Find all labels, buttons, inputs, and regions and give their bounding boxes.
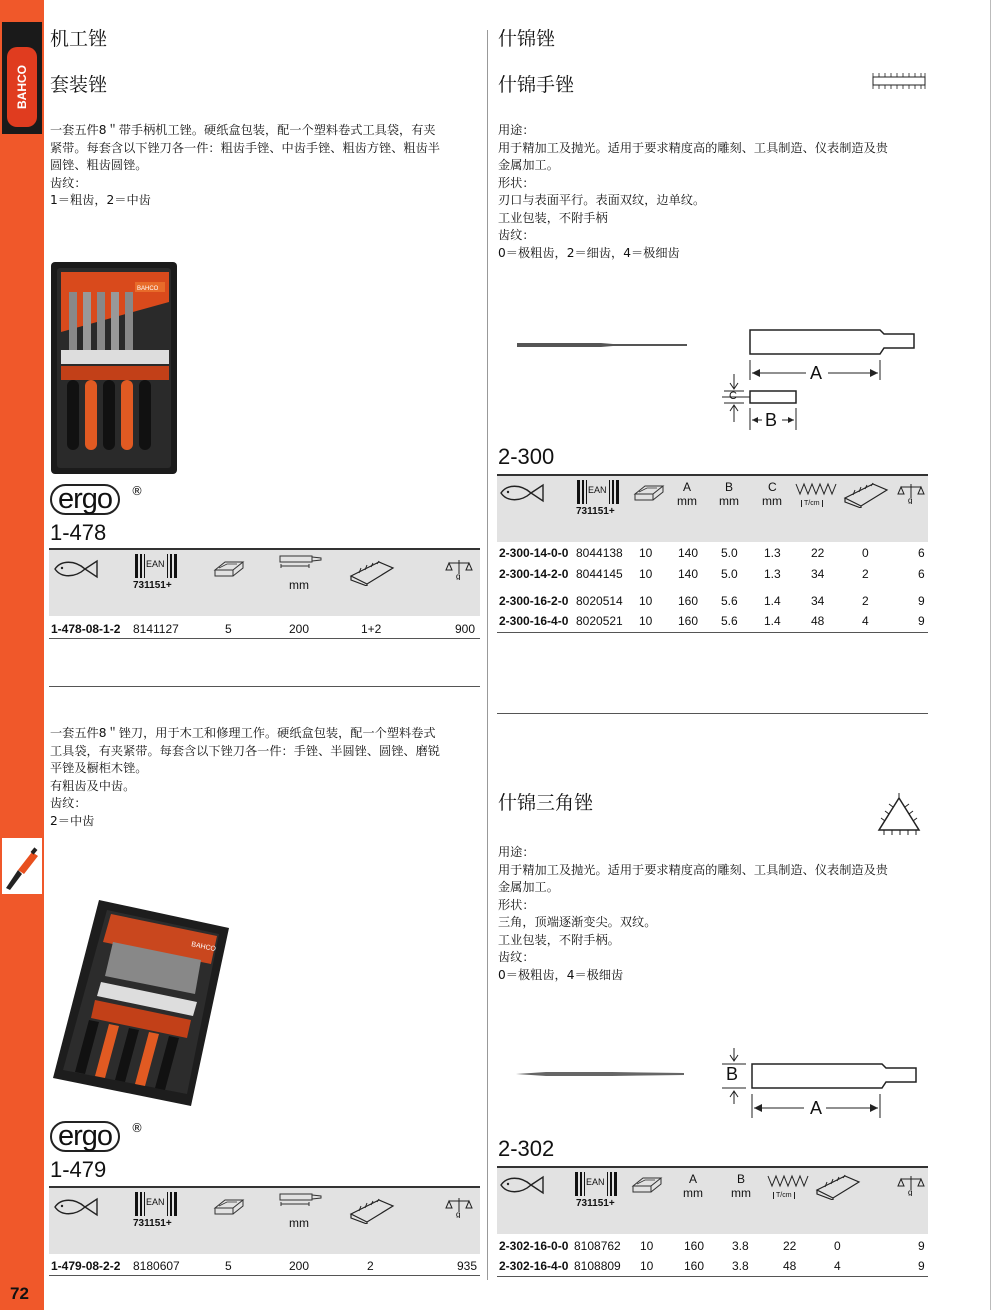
description-line: 1＝粗齿，2＝中齿 [50,193,151,207]
teeth-value: 34 [811,567,825,581]
table-row [497,610,928,632]
ean-barcode-icon [577,480,619,504]
article-number: 2-300-14-0-0 [499,546,569,560]
length-value: 200 [289,1259,310,1273]
ean-code: 8044138 [576,546,623,560]
description-line: 齿纹： [50,796,87,810]
svg-text:BAHCO: BAHCO [137,286,159,292]
teeth-value: 22 [811,546,825,560]
fish-icon [53,558,99,580]
ean-label: EAN [146,559,165,569]
ean-code: 8108762 [574,1239,621,1253]
c-value: 1.3 [764,567,781,581]
ean-code: 8044145 [576,567,623,581]
svg-text:g: g [908,496,913,504]
pack-quantity-icon [633,482,665,504]
registered-mark: ® [131,1121,143,1135]
file-length-icon [279,554,323,570]
ean-code: 8020521 [576,614,623,628]
b-value: 5.0 [721,546,738,560]
teeth-value: 34 [811,594,825,608]
column-c-header: C [768,480,777,494]
description-line: 用途： [498,123,535,137]
pack-quantity-icon [631,1174,663,1196]
file-length-icon [279,1192,323,1208]
section-description [498,122,888,262]
table-row [497,563,928,585]
description-line: 刃口与表面平行。表面双纹，边单纹。 [498,193,706,207]
description-line: 齿纹： [50,175,87,190]
product-code: 2-302 [498,1136,555,1161]
cut-value: 4 [862,614,869,628]
column-a-header: A [689,1172,698,1186]
ean-barcode-icon [135,1192,177,1216]
description-line: 圆锉、粗齿圆锉。 [50,158,148,172]
description-line: 用途： [498,845,535,859]
description-line: 齿纹： [498,950,535,964]
section-description [498,844,888,984]
table-top-rule [49,548,480,550]
product-photo-triangle-needle-file [516,1069,686,1079]
dimension-diagram [718,326,922,434]
file-thumbnail-icon [2,838,42,894]
ean-code: 8180607 [133,1259,180,1273]
section-description [50,122,440,210]
product-photo-needle-file [517,340,689,350]
description-line: 紧带。每套含以下锉刀各一件：粗齿手锉、中齿手锉、粗齿方锉、粗齿半 [50,140,440,155]
length-value: 200 [289,622,310,636]
pack-quantity: 10 [639,614,653,628]
description-line: 平锉及橱柜木锉。 [50,761,148,775]
cut-value: 2 [862,594,869,608]
cut-value: 4 [834,1259,841,1273]
c-value: 1.3 [764,546,781,560]
table-row [497,1255,928,1277]
description-line: 一套五件8＂带手柄机工锉。硬纸盒包装，配一个塑料卷式工具袋，有夹 [50,123,436,137]
section-separator [497,713,928,714]
table-row [497,590,928,612]
column-b-unit: mm [719,494,739,508]
ean-prefix: 731151+ [576,1198,615,1209]
weight-value: 935 [457,1259,478,1273]
description-line: 0＝极粗齿，2＝细齿，4＝极细齿 [498,245,680,260]
description-line: 工具袋，有夹紧带。每套含以下锉刀各一件：手锉、半圆锉、圆锉、磨锐 [50,743,440,758]
length-unit: mm [289,1216,309,1230]
cut-value: 0 [862,546,869,560]
description-line: 三角，顶端逐渐变尖。双纹。 [498,915,657,929]
column-a-unit: mm [677,494,697,508]
column-c-unit: mm [762,494,782,508]
a-value: 140 [678,546,699,560]
cut-value: 2 [862,567,869,581]
column-b-unit: mm [731,1186,751,1200]
description-line: 一套五件8＂锉刀，用于木工和修理工作。硬纸盒包装，配一个塑料卷式 [50,726,436,740]
page-border [990,0,991,1310]
description-line: 金属加工。 [498,880,559,894]
description-line: 齿纹： [498,228,535,242]
ean-code: 8141127 [133,622,179,636]
section-title: 套装锉 [50,74,108,96]
a-value: 160 [678,614,699,628]
weight-value: 9 [918,614,925,628]
description-line: 形状： [498,175,535,190]
a-value: 160 [678,594,699,608]
tooth-cut-icon [843,480,889,508]
ean-prefix: 731151+ [133,580,172,591]
table-top-rule [49,1186,480,1188]
ean-code: 8020514 [576,594,623,608]
description-line: 用于精加工及抛光。适用于要求精度高的雕刻、工具制造、仪表制造及贵 [498,862,888,877]
svg-text:BAHCO: BAHCO [190,941,217,954]
description-line: 工业包装，不附手柄 [498,210,608,225]
weight-value: 9 [918,594,925,608]
teeth-value: 48 [783,1259,797,1273]
b-value: 5.0 [721,567,738,581]
description-line: 工业包装，不附手柄。 [498,932,620,947]
column-a-unit: mm [683,1186,703,1200]
ean-label: EAN [586,1177,605,1187]
flat-file-cross-section-icon [870,72,928,90]
ean-barcode-icon [575,1172,617,1196]
column-a-header: A [683,480,692,494]
column-b-header: B [725,480,734,494]
tooth-density-icon [767,1174,811,1190]
b-value: 5.6 [721,594,738,608]
product-code: 2-300 [498,444,555,469]
table-top-rule [497,1166,928,1168]
ean-barcode-icon [135,554,177,578]
b-value: 3.8 [732,1259,749,1273]
fish-icon [499,1174,545,1196]
pack-quantity: 10 [640,1239,654,1253]
pack-quantity-icon [213,558,245,580]
weight-value: 6 [918,546,925,560]
weight-scale-icon [897,482,925,504]
ergo-logo: ergo [50,1121,120,1152]
b-value: 5.6 [721,614,738,628]
ean-prefix: 731151+ [133,1218,172,1229]
ean-prefix: 731151+ [576,506,615,517]
description-line: 金属加工。 [498,158,559,172]
description-line: 0＝极粗齿，4＝极细齿 [498,967,624,982]
c-value: 1.4 [764,614,781,628]
c-value: 1.4 [764,594,781,608]
table-header [49,1186,480,1254]
svg-text:g: g [456,1210,461,1218]
dimension-a-label: A [810,363,823,383]
weight-scale-icon [445,1196,473,1218]
length-unit: mm [289,578,309,592]
side-stripe [0,0,44,1310]
weight-scale-icon [897,1174,925,1196]
weight-scale-icon [445,558,473,580]
pack-quantity: 5 [225,622,232,636]
description-line: 2＝中齿 [50,813,95,828]
category-title: 机工锉 [50,28,108,50]
table-bottom-rule [497,1276,928,1277]
pack-quantity: 10 [639,594,653,608]
b-value: 3.8 [732,1239,749,1253]
tooth-cut-icon [815,1172,861,1200]
brand-logo [2,22,42,134]
cut-value: 0 [834,1239,841,1253]
section-title: 什锦三角锉 [498,792,594,814]
table-top-rule [497,474,928,476]
product-photo-file-set [51,898,231,1108]
fish-icon [53,1196,99,1218]
pack-quantity: 10 [640,1259,654,1273]
product-code: 1-479 [50,1157,107,1182]
table-row [497,1235,928,1257]
a-value: 160 [684,1259,705,1273]
table-row [497,542,928,564]
description-line: 有粗齿及中齿。 [50,778,136,793]
section-description [50,725,440,830]
dimension-b-label: B [765,410,778,430]
product-photo-file-set [51,262,177,474]
pack-quantity: 5 [225,1259,232,1273]
table-header [497,474,928,542]
column-b-header: B [737,1172,746,1186]
description-line: 用于精加工及抛光。适用于要求精度高的雕刻、工具制造、仪表制造及贵 [498,140,888,155]
table-bottom-rule [497,632,928,633]
weight-value: 9 [918,1239,925,1253]
column-divider [487,30,488,1280]
tooth-cut-icon [349,558,395,586]
svg-text:g: g [456,572,461,580]
a-value: 140 [678,567,699,581]
section-separator [49,686,480,687]
pack-quantity-icon [213,1196,245,1218]
table-row [49,1255,480,1275]
dimension-b-label: B [726,1064,739,1084]
weight-value: 9 [918,1259,925,1273]
tooth-density-icon [795,482,839,498]
dimension-diagram [718,1044,922,1124]
article-number: 1-479-08-2-2 [51,1259,121,1273]
article-number: 2-300-16-2-0 [499,594,569,608]
category-title: 什锦锉 [498,28,556,50]
weight-value: 6 [918,567,925,581]
svg-text:g: g [908,1188,913,1196]
article-number: 2-302-16-4-0 [499,1259,569,1273]
weight-value: 900 [455,622,476,636]
ean-label: EAN [588,485,607,495]
page-number: 72 [10,1284,29,1303]
teeth-per-cm-label: T/cm [801,500,823,507]
teeth-value: 48 [811,614,825,628]
product-code: 1-478 [50,520,107,545]
article-number: 1-478-08-1-2 [51,622,121,636]
teeth-value: 22 [783,1239,797,1253]
ergo-logo: ergo [50,484,120,515]
pack-quantity: 10 [639,567,653,581]
brand-logo-text: BAHCO [7,47,37,127]
ean-label: EAN [146,1197,165,1207]
table-bottom-rule [49,1275,480,1276]
table-header [497,1166,928,1234]
registered-mark: ® [131,484,143,498]
a-value: 160 [684,1239,705,1253]
description-line: 形状： [498,897,535,912]
article-number: 2-302-16-0-0 [499,1239,569,1253]
fish-icon [499,482,545,504]
teeth-per-cm-label: T/cm [773,1192,795,1199]
dimension-a-label: A [810,1098,823,1118]
cut-value: 2 [367,1259,374,1273]
triangle-file-cross-section-icon [874,792,924,836]
section-title: 什锦手锉 [498,74,575,96]
ean-code: 8108809 [574,1259,621,1273]
article-number: 2-300-14-2-0 [499,567,569,581]
cut-value: 1+2 [361,622,382,636]
dimension-c-label: C [729,390,737,402]
article-number: 2-300-16-4-0 [499,614,569,628]
pack-quantity: 10 [639,546,653,560]
table-row [49,618,480,638]
tooth-cut-icon [349,1196,395,1224]
table-bottom-rule [49,638,480,639]
table-header [49,548,480,616]
